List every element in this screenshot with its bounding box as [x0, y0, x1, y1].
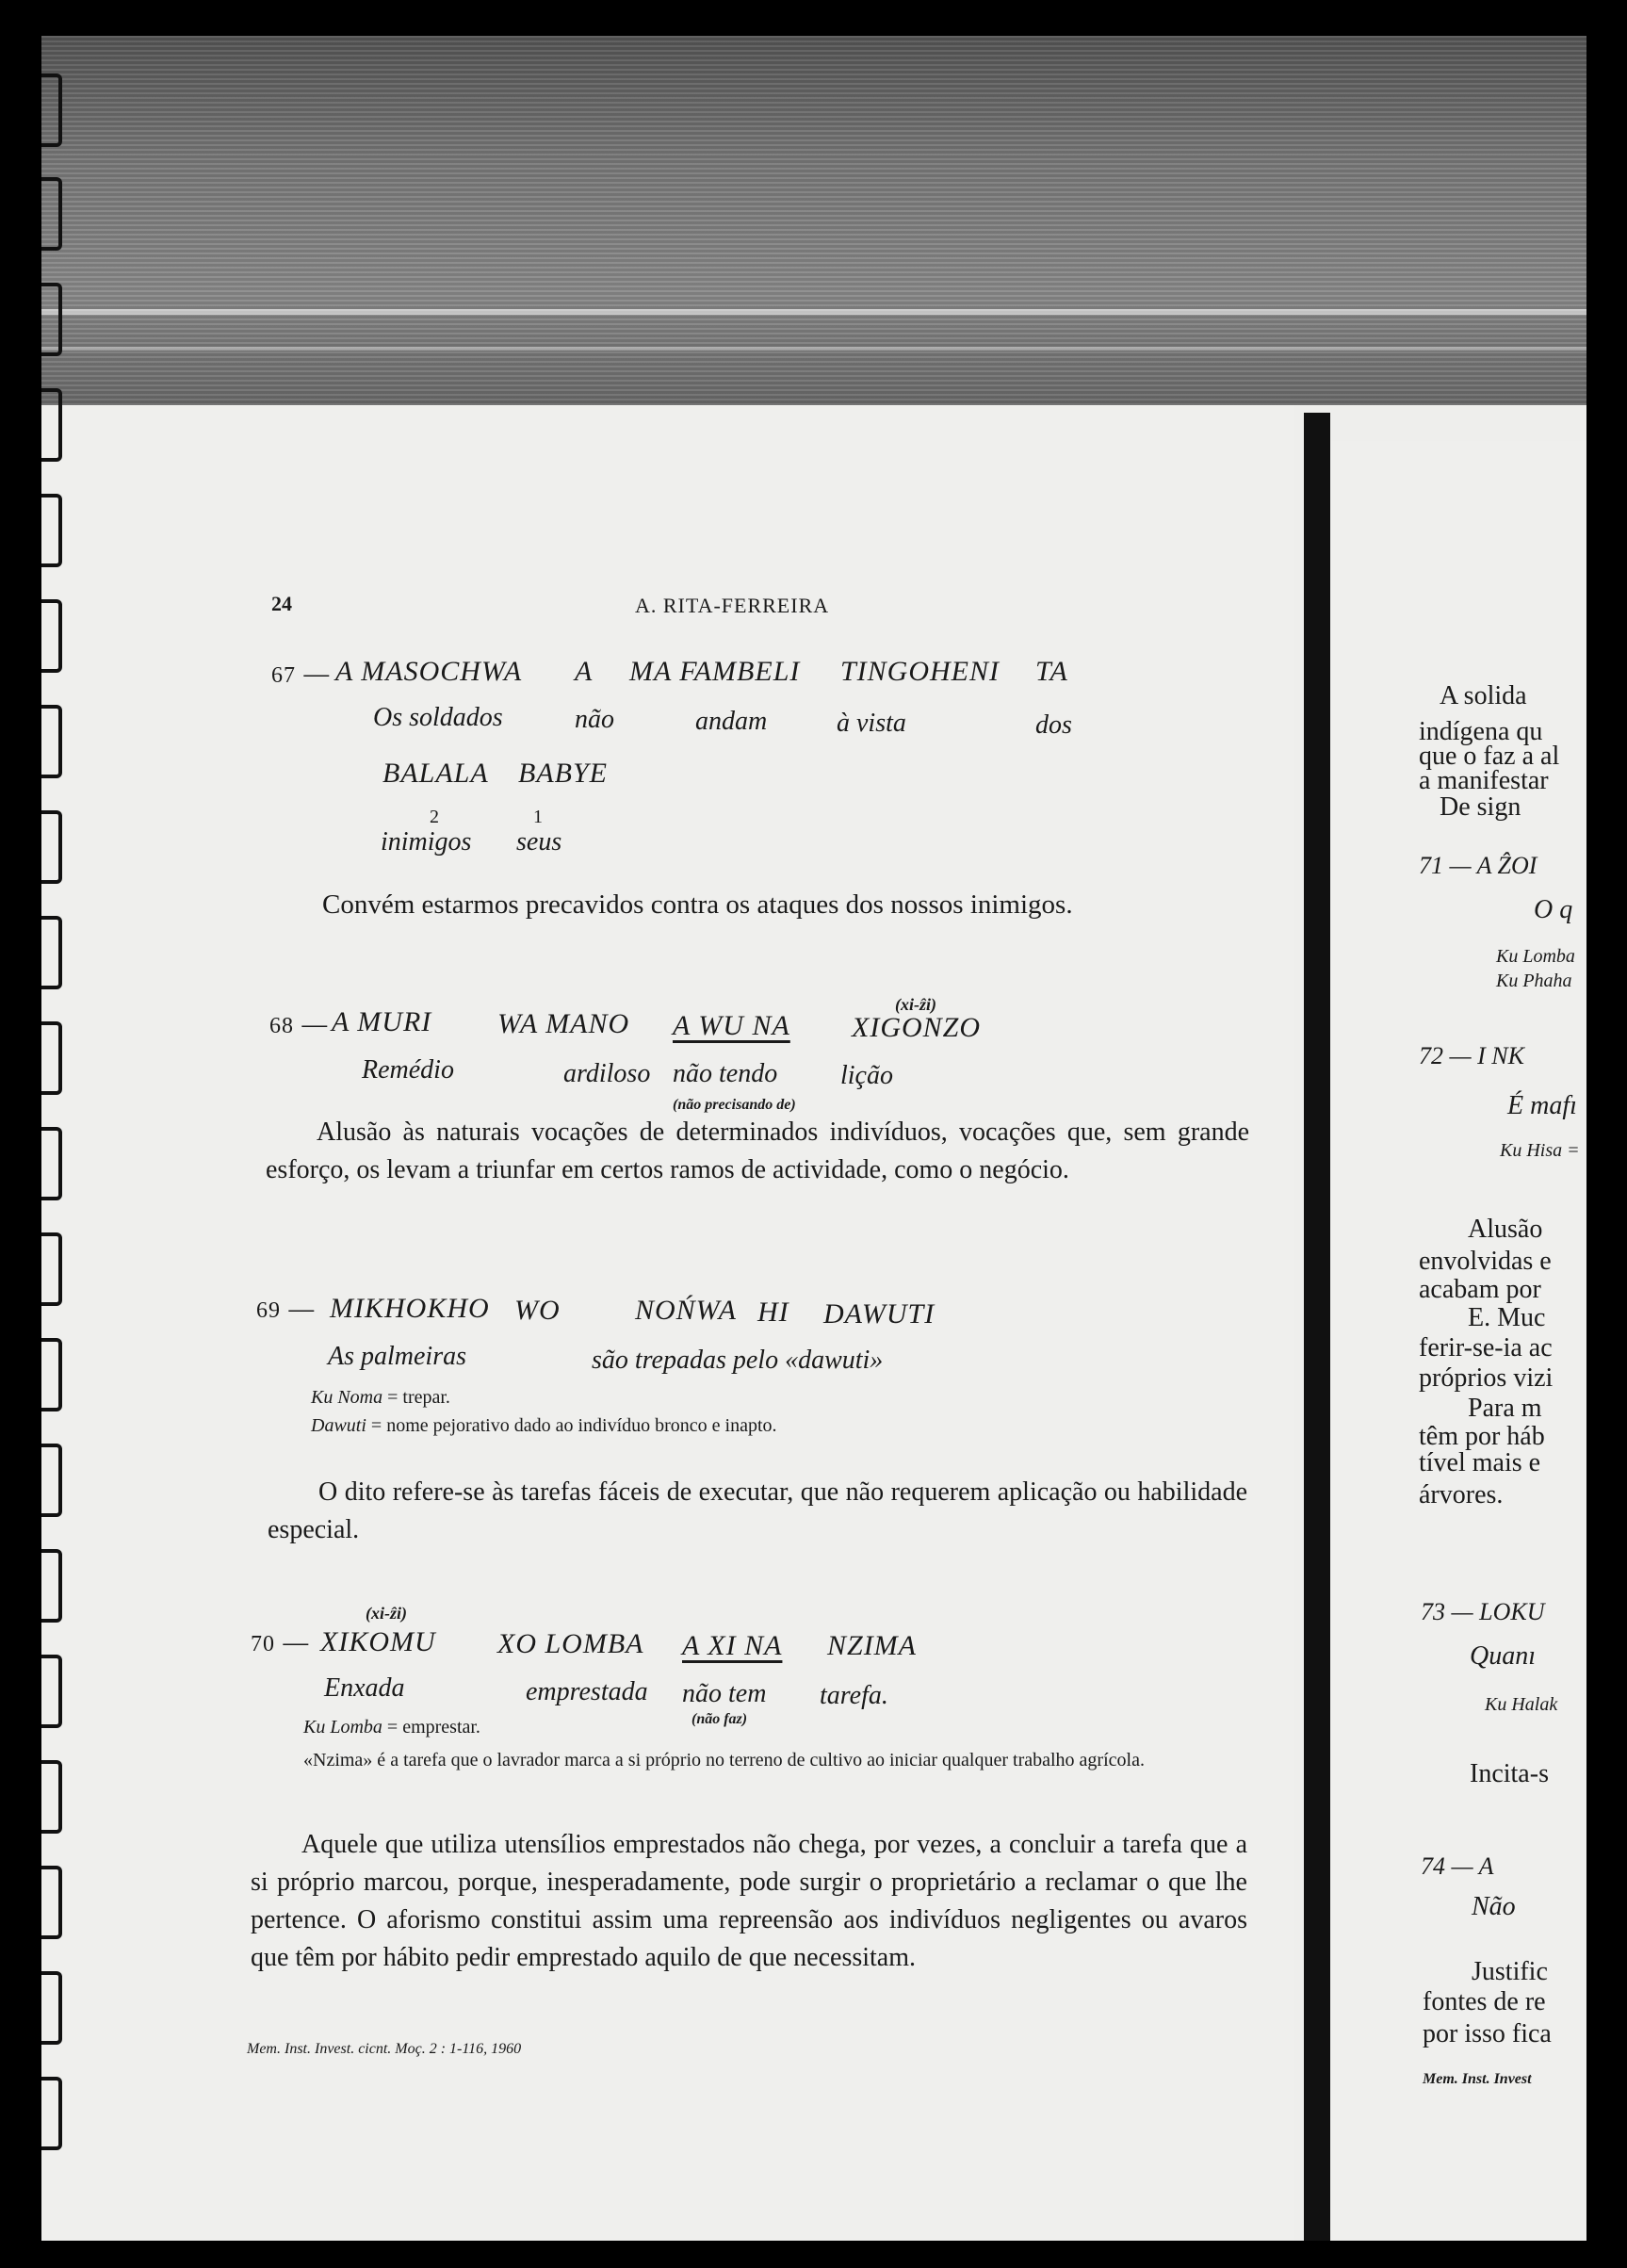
binding-ring	[41, 1444, 62, 1517]
proverb-word: TA	[1035, 656, 1068, 687]
gloss-word: Enxada	[324, 1673, 405, 1703]
scan-line	[41, 347, 1586, 351]
gloss-word: O q	[1534, 895, 1573, 924]
binding-ring	[41, 1232, 62, 1306]
class-marker: (xi-ẑi)	[895, 995, 936, 1014]
binding-ring	[41, 1338, 62, 1411]
text-line: Para m	[1468, 1394, 1542, 1423]
gloss-word: não tem	[682, 1679, 767, 1708]
gloss-word: andam	[695, 707, 768, 736]
proverb-word: MIKHOKHO	[330, 1293, 490, 1324]
binding-ring	[41, 1127, 62, 1200]
entry-number: 67 —	[271, 658, 331, 689]
proverb-word: BALALA	[382, 758, 489, 789]
text-line: E. Muc	[1468, 1303, 1546, 1332]
right-page	[1330, 441, 1586, 2241]
binding-ring	[41, 705, 62, 778]
entry-number: 68 —	[269, 1008, 329, 1039]
footnote: Ku Phaha	[1496, 971, 1572, 991]
proverb-word: NZIMA	[827, 1630, 917, 1661]
explanation: Aquele que utiliza utensílios emprestados não chega, por vezes, a concluir a tarefa que a si próprio marcou, porque, inesperadamente, pode surgir o proprietário a reclamar o que lhe pertence. O aforismo constitui assim uma repreensão aos indivíduos negligentes ou avaros que têm por hábito pedir emprestado aquilo de que necessitam.	[251, 1830, 1247, 1972]
left-page	[41, 405, 1294, 2241]
scanned-spread	[41, 36, 1586, 2241]
binding-ring	[41, 599, 62, 673]
proverb-word: A	[575, 656, 594, 687]
entry-71-heading: 71 — A ẐOI	[1419, 852, 1538, 879]
footnote: Ku Lomba	[1496, 946, 1575, 967]
footer-citation: Mem. Inst. Invest	[1423, 2071, 1532, 2087]
gloss-word: emprestada	[526, 1677, 648, 1706]
subgloss: (não precisando de)	[673, 1097, 796, 1113]
proverb-word: A MURI	[332, 1006, 432, 1037]
running-title: A. RITA-FERREIRA	[635, 594, 830, 617]
gloss-word: lição	[840, 1061, 893, 1090]
gloss-word: dos	[1035, 710, 1072, 740]
text-line: Incita-s	[1470, 1759, 1549, 1788]
binding-ring	[41, 283, 62, 356]
scan-line	[41, 309, 1586, 315]
ring-binding	[41, 36, 70, 2241]
gloss-word: ardiloso	[563, 1059, 651, 1088]
proverb-word: WO	[514, 1295, 561, 1326]
binding-ring	[41, 494, 62, 567]
footnote: Ku Halak	[1485, 1694, 1558, 1715]
proverb-word: A XI NA	[682, 1630, 783, 1661]
proverb-word: NOŃWA	[635, 1295, 737, 1326]
text-line: árvores.	[1419, 1480, 1504, 1509]
text-line: por isso fica	[1423, 2019, 1552, 2048]
proverb-word: A MASOCHWA	[335, 656, 523, 687]
explanation: Convém estarmos precavidos contra os ataques dos nossos inimigos.	[322, 889, 1073, 920]
gloss-word: Quanı	[1470, 1641, 1536, 1671]
entry-73-heading: 73 — LOKU	[1421, 1598, 1545, 1625]
subgloss: (não faz)	[691, 1711, 748, 1727]
binding-ring	[41, 1549, 62, 1623]
proverb-word: BABYE	[518, 758, 608, 789]
footer-citation: Mem. Inst. Invest. cicnt. Moç. 2 : 1-116, 1960	[247, 2041, 522, 2057]
proverb-word: XIKOMU	[320, 1626, 436, 1657]
scan-artifact-band	[41, 36, 1586, 405]
binding-ring	[41, 2077, 62, 2150]
binding-ring	[41, 1021, 62, 1095]
proverb-word: MA FAMBELI	[629, 656, 801, 687]
text-line: Justific	[1472, 1957, 1548, 1986]
page-number: 24	[271, 592, 292, 615]
footnote: Ku Hisa =	[1500, 1140, 1580, 1161]
binding-ring	[41, 810, 62, 884]
binding-ring	[41, 916, 62, 989]
gloss-word: tarefa.	[820, 1681, 888, 1710]
entry-72-heading: 72 — I NK	[1419, 1042, 1524, 1069]
footnote: Ku Noma = trepar.	[311, 1387, 450, 1408]
explanation: Alusão às naturais vocações de determinados indivíduos, vocações que, sem grande esforço, os levam a triunfar em certos ramos de actividade, como o negócio.	[266, 1118, 1249, 1184]
proverb-word: WA MANO	[497, 1008, 630, 1039]
entry-number: 69 —	[256, 1293, 316, 1324]
text-line: tível mais e	[1419, 1448, 1541, 1477]
binding-ring	[41, 73, 62, 147]
gloss-word: não tendo	[673, 1059, 778, 1088]
binding-ring	[41, 177, 62, 251]
text-line: têm por háb	[1419, 1422, 1545, 1451]
text-line: A solida	[1440, 681, 1527, 710]
gloss-word: não	[575, 705, 614, 734]
text-line: acabam por	[1419, 1275, 1541, 1304]
proverb-word: TINGOHENI	[840, 656, 1001, 687]
gloss-word: Não	[1472, 1892, 1516, 1921]
explanation: O dito refere-se às tarefas fáceis de executar, que não requerem aplicação ou habilidade especial.	[268, 1477, 1247, 1544]
text-line: ferir-se-ia ac	[1419, 1333, 1553, 1362]
text-line: fontes de re	[1423, 1987, 1546, 2016]
word-order-index: 1	[533, 807, 543, 827]
proverb-word: HI	[757, 1297, 789, 1328]
binding-ring	[41, 1655, 62, 1728]
text-line: próprios vizi	[1419, 1363, 1554, 1393]
proverb-word: A WU NA	[673, 1010, 790, 1041]
gloss-word: são trepadas pelo «dawuti»	[592, 1346, 884, 1375]
text-line: De sign	[1440, 792, 1521, 822]
entry-number: 70 —	[251, 1626, 310, 1657]
gloss-word: Remédio	[362, 1055, 454, 1085]
word-order-index: 2	[430, 807, 439, 827]
proverb-word: XO LOMBA	[497, 1628, 644, 1659]
text-line: Alusão	[1468, 1215, 1543, 1244]
binding-ring	[41, 1866, 62, 1939]
gloss-word: As palmeiras	[328, 1342, 466, 1371]
gloss-word: inimigos	[381, 827, 472, 857]
proverb-word: XIGONZO	[852, 1012, 982, 1043]
page-gutter	[1304, 413, 1330, 2241]
text-line: que o faz a al	[1419, 742, 1560, 771]
text-line: indígena qu	[1419, 717, 1543, 746]
binding-ring	[41, 388, 62, 462]
entry-74-heading: 74 — A	[1421, 1852, 1494, 1880]
class-marker: (xi-ẑi)	[366, 1604, 407, 1623]
binding-ring	[41, 1760, 62, 1834]
footnote: Ku Lomba = emprestar.	[303, 1717, 480, 1738]
proverb-word: DAWUTI	[823, 1298, 936, 1330]
footnote: «Nzima» é a tarefa que o lavrador marca a si próprio no terreno de cultivo ao iniciar qualquer trabalho agrícola.	[303, 1750, 1145, 1770]
gloss-word: Os soldados	[373, 703, 503, 732]
gloss-word: É mafı	[1507, 1091, 1577, 1120]
gloss-word: seus	[516, 827, 562, 857]
text-line: envolvidas e	[1419, 1247, 1552, 1276]
footnote: Dawuti = nome pejorativo dado ao indivíduo bronco e inapto.	[311, 1415, 777, 1436]
binding-ring	[41, 1971, 62, 2045]
text-line: a manifestar	[1419, 766, 1549, 795]
gloss-word: à vista	[837, 709, 906, 738]
